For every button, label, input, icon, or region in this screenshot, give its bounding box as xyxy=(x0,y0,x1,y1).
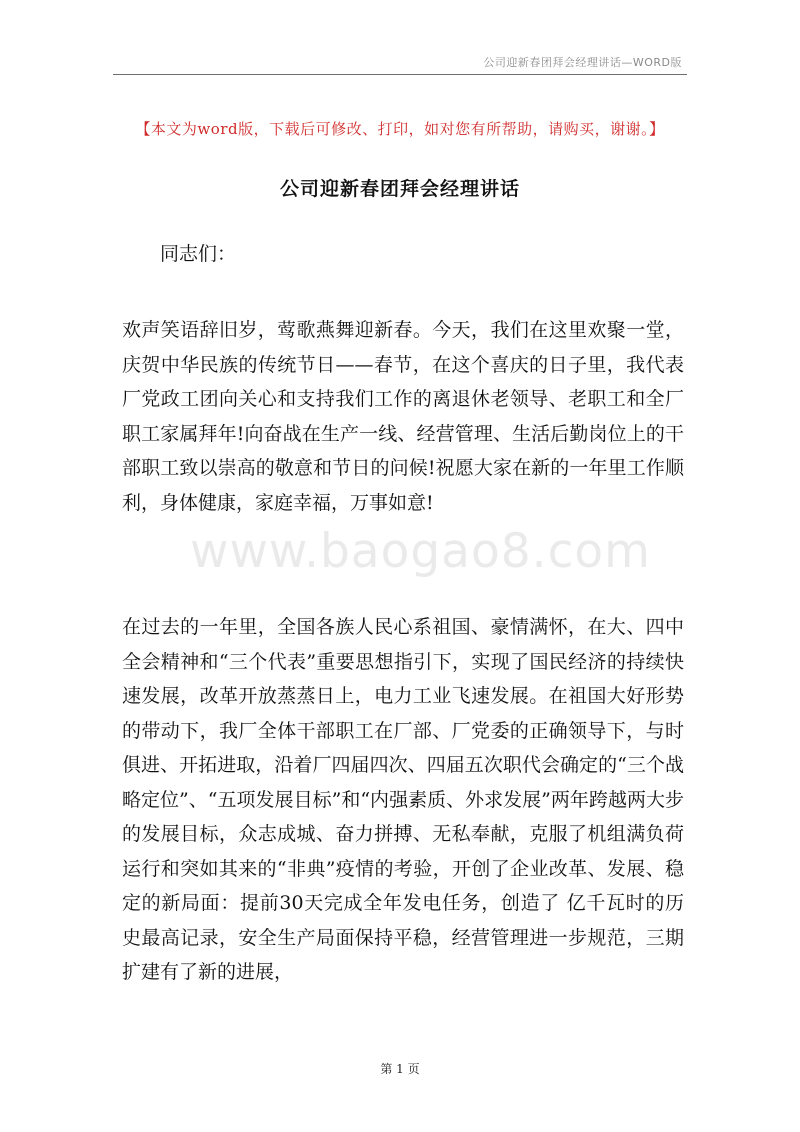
page-number: 第 1 页 xyxy=(380,1062,420,1076)
body-paragraph-1: 欢声笑语辞旧岁，莺歌燕舞迎新春。今天，我们在这里欢聚一堂，庆贺中华民族的传统节日——春节，在这个喜庆的日子里，我代表厂党政工团向关心和支持我们工作的离退休老领导、老职工和全厂职工家属拜年!向奋战在生产一线、经营管理、生活后勤岗位上的干部职工致以崇高的敬意和节日的问候!祝愿大家在新的一年里工作顺利，身体健康，家庭幸福，万事如意! xyxy=(122,319,684,514)
document-title: 公司迎新春团拜会经理讲话 xyxy=(279,178,520,200)
body-paragraph-2: 在过去的一年里，全国各族人民心系祖国、豪情满怀，在大、四中全会精神和“三个代表”重要思想指引下，实现了国民经济的持续快速发展，改革开放蒸蒸日上，电力工业飞速发展。在祖国大好形势的带动下，我厂全体干部职工在厂部、厂党委的正确领导下，与时俱进、开拓进取，沿着厂四届四次、四届五次职代会确定的“三个战略定位”、“五项发展目标”和“内强素质、外求发展”两年跨越两大步的发展目标，众志成城、奋力拼搏、无私奉献，克服了机组满负荷运行和突如其来的“非典”疫情的考验，开创了企业改革、发展、稳定的新局面：提前30天完成全年发电任务，创造了 亿千瓦时的历史最高记录，安全生产局面保持平稳，经营管理进一步规范，三期扩建有了新的进展， xyxy=(122,616,684,983)
running-header: 公司迎新春团拜会经理讲话—WORD版 xyxy=(483,56,682,69)
greeting: 同志们： xyxy=(160,243,237,265)
header-divider xyxy=(113,74,687,75)
watermark: www.baogao8.com xyxy=(190,524,651,579)
download-notice: 【本文为word版，下载后可修改、打印，如对您有所帮助，请购买，谢谢。】 xyxy=(135,120,665,138)
